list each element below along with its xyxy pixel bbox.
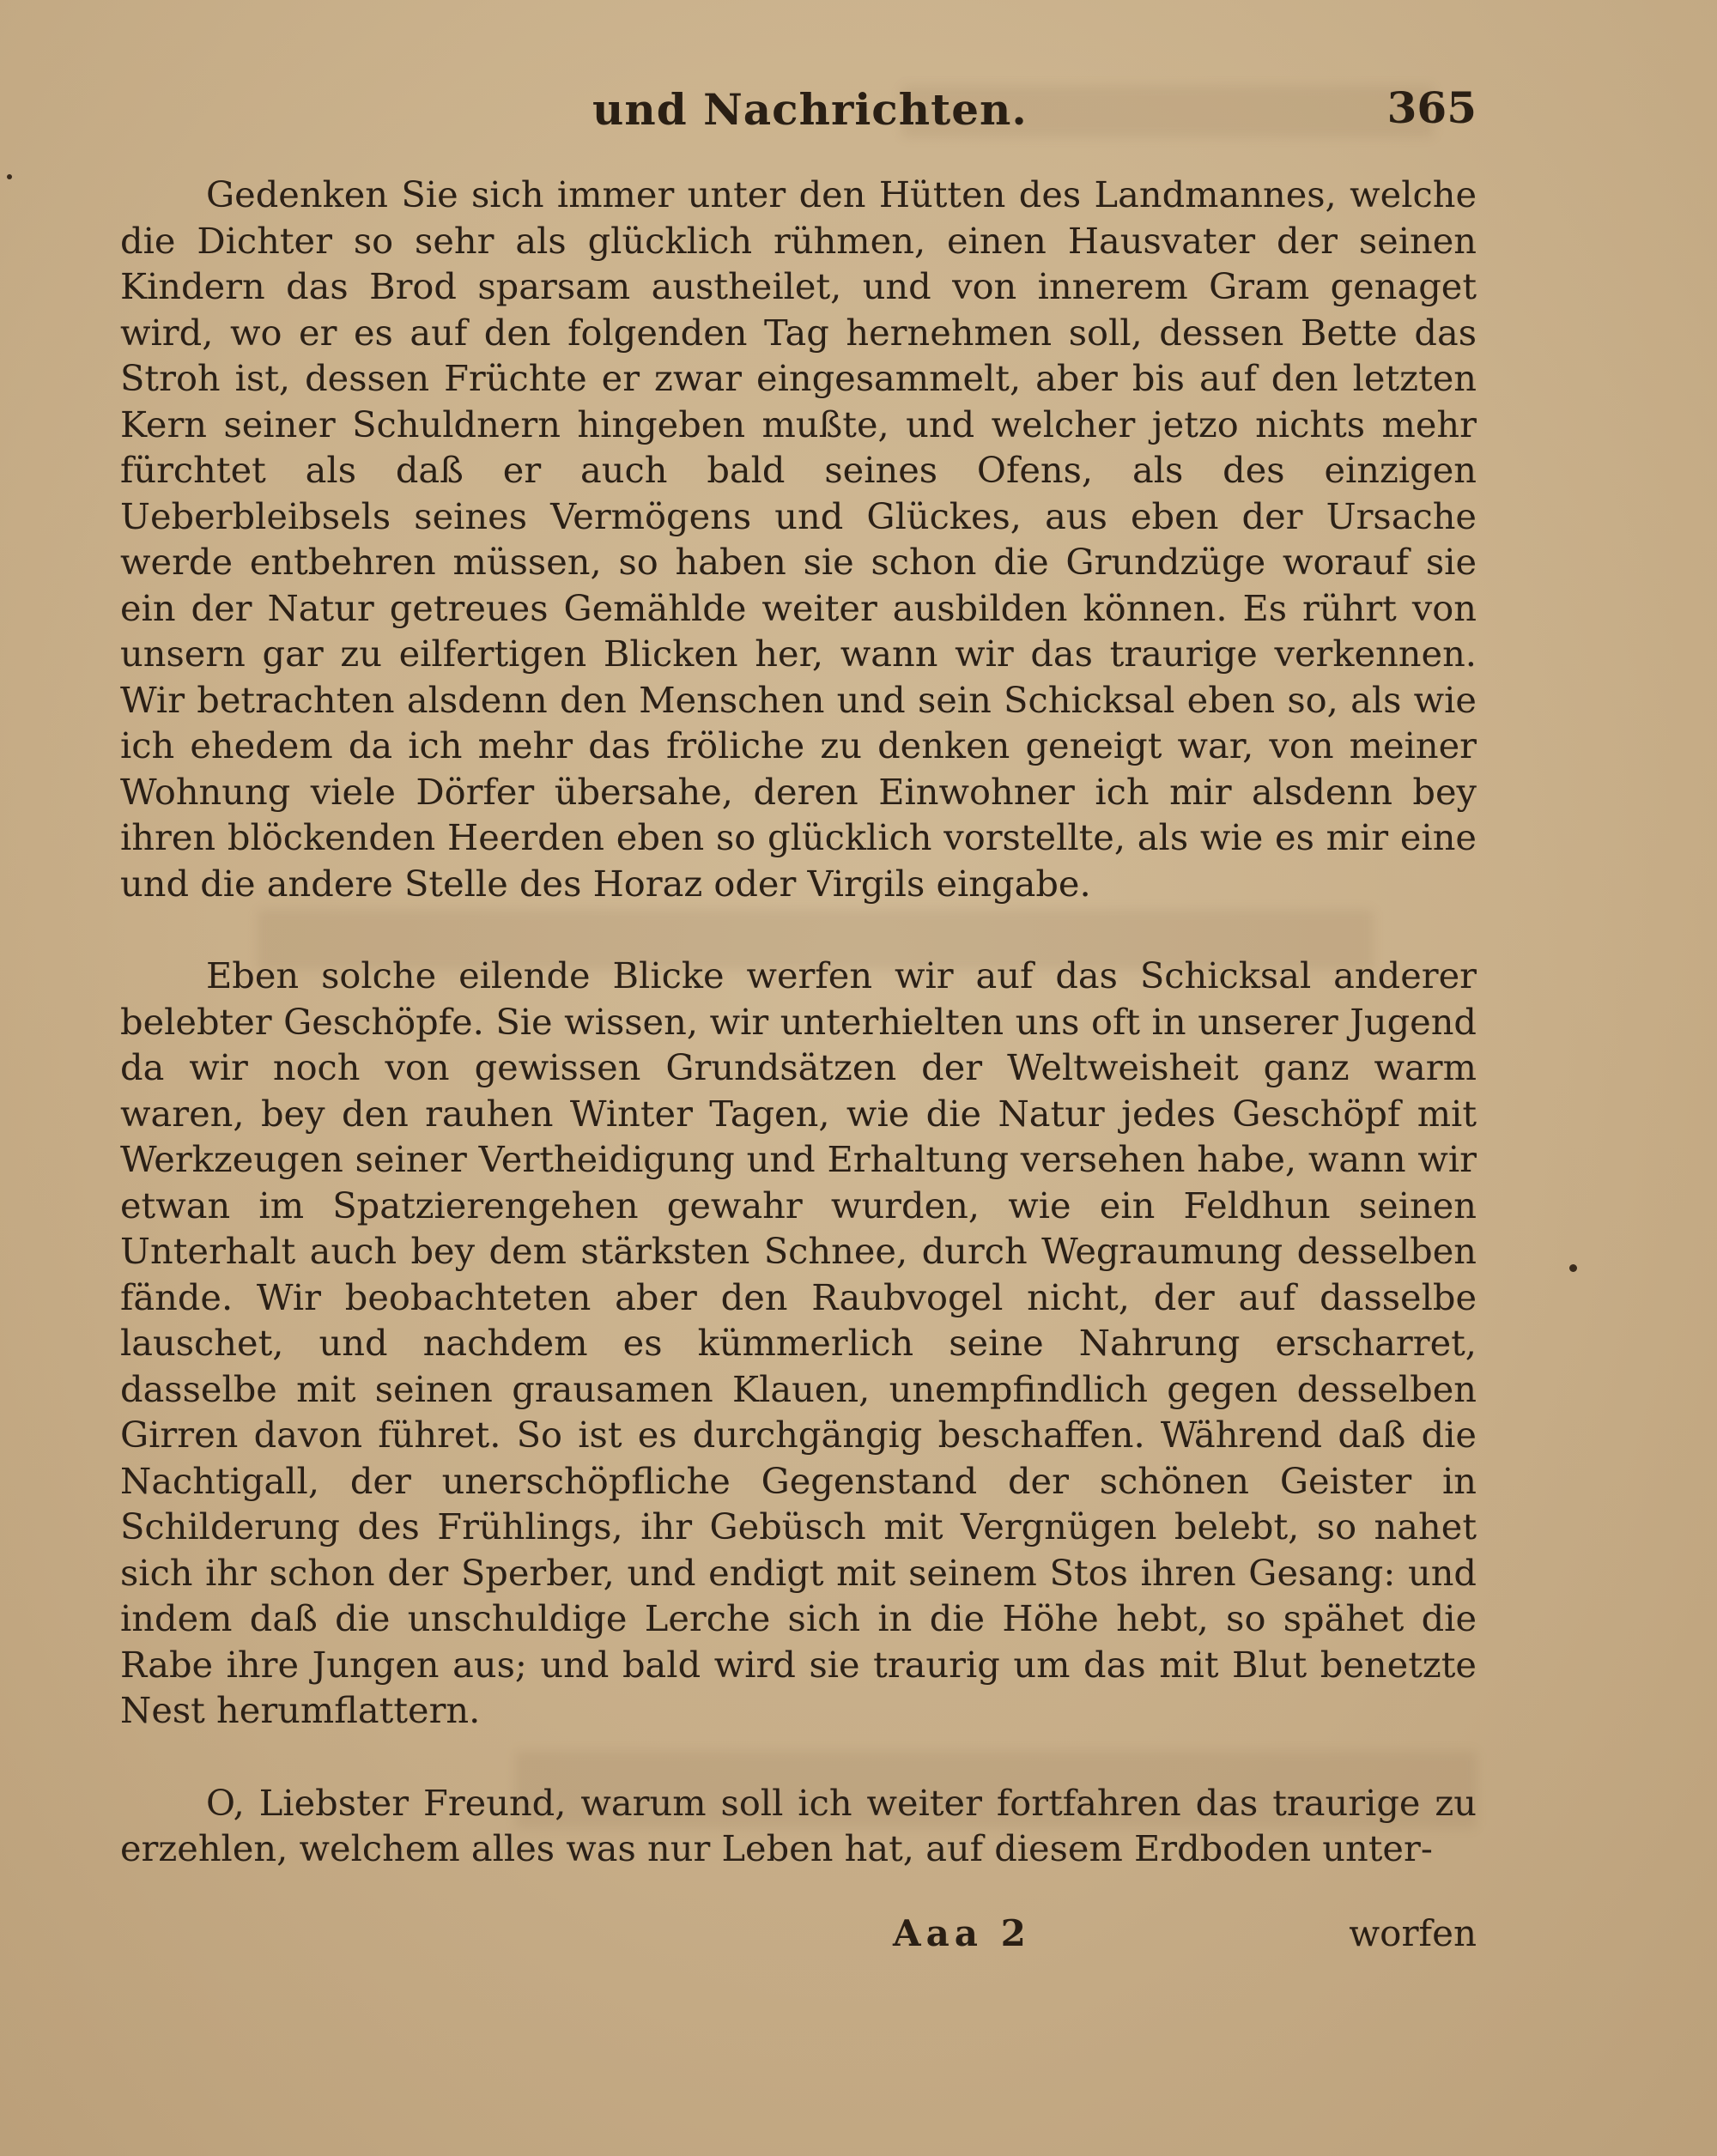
signature-mark: Aaa 2 bbox=[893, 1912, 1031, 1954]
paragraph-3: O, Liebster Freund, warum soll ich weiter fortfahren das traurige zu erzehlen, welchem alles was nur Leben hat, auf diesem Erdboden unter- bbox=[120, 1781, 1477, 1869]
catchword: worfen bbox=[1349, 1912, 1477, 1954]
page-number: 365 bbox=[1386, 82, 1477, 133]
page-header bbox=[120, 77, 1477, 137]
running-title: und Nachrichten. bbox=[592, 84, 1028, 135]
page-footer bbox=[120, 1912, 1477, 1964]
paragraph-2: Eben solche eilende Blicke werfen wir auf das Schicksal anderer belebter Geschöpfe. Sie wissen, wir unterhielten uns oft in unserer Jugend da wir noch von gewissen Grundsätzen der Weltweisheit ganz warm waren, bey den rauhen Winter Tagen, wie die Natur jedes Geschöpf mit Werkzeugen seiner Vertheidigung und Erhaltung versehen habe, wann wir etwan im Spatzierengehen gewahr wurden, wie ein Feldhun seinen Unterhalt auch bey dem stärksten Schnee, durch Wegraumung desselben fände. Wir beobachteten aber den Raubvogel nicht, der auf dasselbe lauschet, und nachdem es kümmerlich seine Nahrung erscharret, dasselbe mit seinen grausamen Klauen, unempfindlich gegen desselben Girren davon führet. So ist es durchgängig beschaffen. Während daß die Nachtigall, der unerschöpfliche Gegenstand der schönen Geister in Schilderung des Frühlings, ihr Gebüsch mit Vergnügen belebt, so nahet sich ihr schon der Sperber, und endigt mit seinem Stos ihren Gesang: und indem daß die unschuldige Lerche sich in die Höhe hebt, so spähet die Rabe ihre Jungen aus; und bald wird sie traurig um das mit Blut benetzte Nest herumflattern. bbox=[120, 954, 1477, 1731]
paragraph-1: Gedenken Sie sich immer unter den Hütten des Landmannes, welche die Dichter so sehr als glücklich rühmen, einen Hausvater der seinen Kindern das Brod sparsam austheilet, und von innerem Gram genaget wird, wo er es auf den folgenden Tag hernehmen soll, dessen Bette das Stroh ist, dessen Früchte er zwar eingesammelt, aber bis auf den letzten Kern seiner Schuldnern hingeben mußte, und welcher jetzo nichts mehr fürchtet als daß er auch bald seines Ofens, als des einzigen Ueberbleibsels seines Vermögens und Glückes, aus eben der Ursache werde entbehren müssen, so haben sie schon die Grundzüge worauf sie ein der Natur getreues Gemählde weiter ausbilden können. Es rührt von unsern gar zu eilfertigen Blicken her, wann wir das traurige verkennen. Wir betrachten alsdenn den Menschen und sein Schicksal eben so, als wie ich ehedem da ich mehr das fröliche zu denken geneigt war, von meiner Wohnung viele Dörfer übersahe, deren Einwohner ich mir alsdenn bey ihren blöckenden Heerden eben so glücklich vorstellte, als wie es mir eine und die andere Stelle des Horaz oder Virgils eingabe. bbox=[120, 173, 1477, 905]
paper-speck bbox=[7, 174, 12, 179]
body-text bbox=[120, 172, 1477, 1872]
paper-speck bbox=[1569, 1264, 1577, 1272]
